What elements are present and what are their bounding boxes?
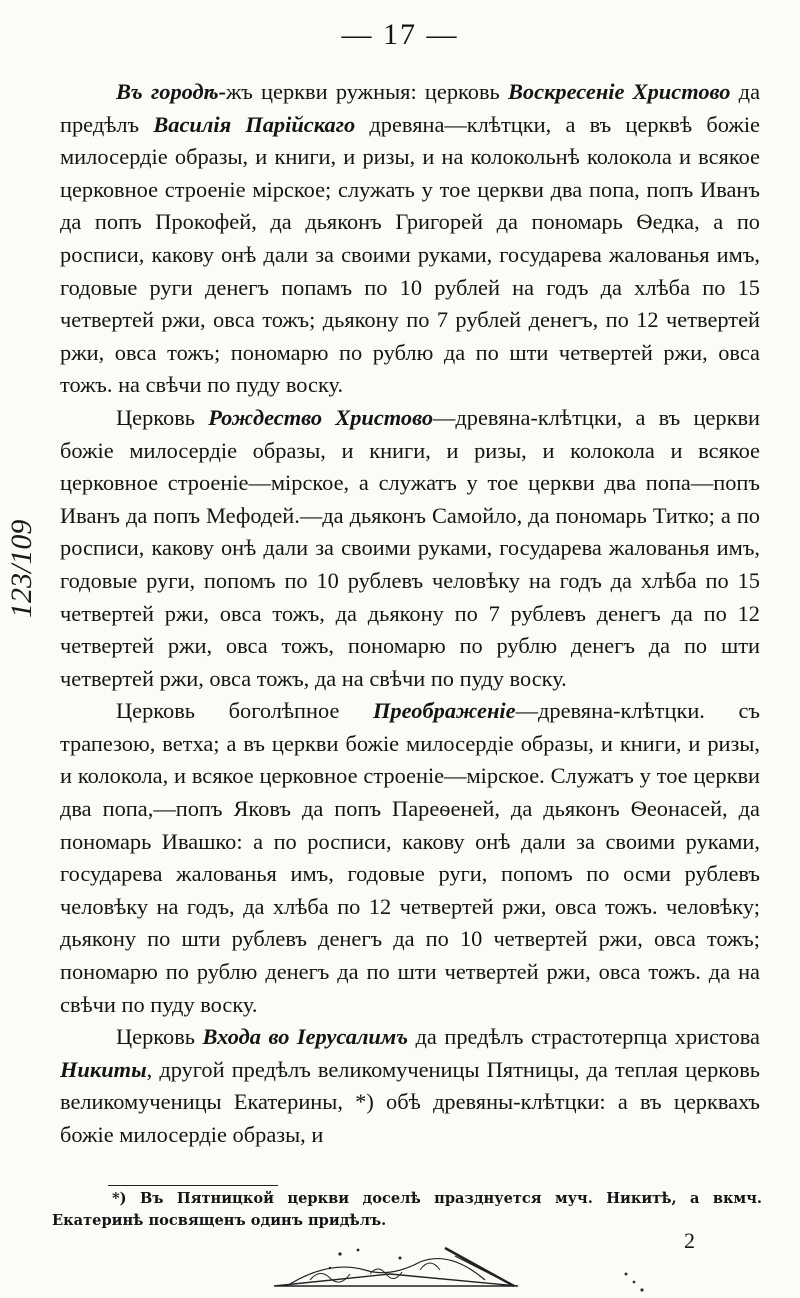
run: Никиты — [60, 1056, 147, 1082]
paragraph-3 — [60, 695, 760, 1021]
run: Рождество Христово — [208, 404, 434, 430]
run: жъ церкви ружныя: церковь — [226, 79, 508, 104]
run: Входа во Іерусалимъ — [202, 1024, 409, 1050]
paragraph-2 — [60, 402, 760, 695]
paragraph-1 — [60, 76, 760, 402]
signature-mark: 2 — [684, 1228, 695, 1253]
page-number: — 17 — — [341, 18, 459, 51]
run: —древяна-клѣтцки, а въ церкви божіе милосердіе образы, и книги, и ризы, и колокола и всякое церковное строеніе—мірское, а служатъ у тое церкви два попа—попъ Иванъ да попъ Мефодей.—да дьяконъ Самойло, да пономарь Титко; а по росписи, какову онѣ дали за своими руками, государева жалованья имъ, годовые руги, попомъ по 10 рублевъ человѣку на годъ да хлѣба по 15 четвертей ржи, овса тожъ, да дьякону по 7 рублевъ денегъ да по 12 четвертей ржи, овса тожъ, пономарю по рублю денегъ да по шти четвертей ржи, овса тожъ, да на свѣчи по пуду воску. — [60, 404, 761, 691]
run: да предѣлъ страстотерпца христова — [408, 1024, 760, 1050]
run: Преображеніе — [373, 698, 516, 724]
run: Воскресеніе Христово — [508, 79, 731, 104]
run: древяна—клѣтцки, а въ церквѣ божіе милосердіе образы, и книги, и ризы, и на колокольнѣ колокола и всякое церковное строеніе мірское; служать у тое церкви два попа, попъ Иванъ да попъ Прокофей, да дьяконъ Григорей да пономарь Ѳедка, а по росписи, какову онѣ дали за своими руками, государева жалованья имъ, годовые руги денегъ попамъ по 10 рублей на годъ да хлѣба по 15 четвертей ржи, овса тожъ; дьякону по 7 рублей денегъ, по 12 четвертей ржи, овса тожъ; пономарю по рублю да по шти четвертей ржи, овса тожъ. на свѣчи по пуду воску. — [60, 111, 760, 398]
run: Въ городѣ- — [116, 79, 227, 104]
run: Церковь — [116, 404, 209, 430]
main-text — [60, 76, 760, 1152]
run: , другой предѣлъ великомученицы Пятницы, да теплая церковь великомученицы Екатерины, *) обѣ древяны-клѣтцки: а въ церквахъ божіе милосердіе образы, и — [60, 1056, 760, 1147]
margin-shelfmark-note: 123/109 — [5, 519, 38, 618]
footnote: *) Въ Пятницкой церкви доселѣ празднуется муч. Никитѣ, а вкмч. Екатеринѣ посвященъ одинъ придѣлъ. — [52, 1190, 762, 1229]
print-speck-icon — [620, 1270, 650, 1294]
run: Василія Парійскаго — [153, 111, 356, 137]
run: —древяна-клѣтцки. съ трапезою, ветха; а въ церкви божіе милосердіе образы, и книги, и ризы, и колокола, и всякое церковное строеніе—мірское. Служатъ у тое церкви два попа,—попъ Яковъ да попъ Пареѳеней, да дьяконъ Ѳеонасей, да пономарь Ивашко: а по росписи, какову онѣ дали за своими руками, государева жалованья имъ, годовые руги, попомъ по осми рублевъ человѣку на годъ, да хлѣба по 12 четвертей ржи, овса тожъ. человѣку; дьякону по шти рублевъ денегъ да по 10 четвертей ржи, овса тожъ; пономарю по рублю денегъ да по шти четвертей ржи, овса тожъ. да на свѣчи по пуду воску. — [60, 698, 760, 1017]
ornament-icon — [270, 1240, 520, 1290]
run: Церковь — [116, 1024, 203, 1050]
run: Церковь боголѣпное — [116, 698, 374, 724]
footnote-divider — [108, 1185, 278, 1186]
paragraph-4 — [60, 1021, 760, 1151]
run: да предѣлъ — [60, 79, 761, 137]
